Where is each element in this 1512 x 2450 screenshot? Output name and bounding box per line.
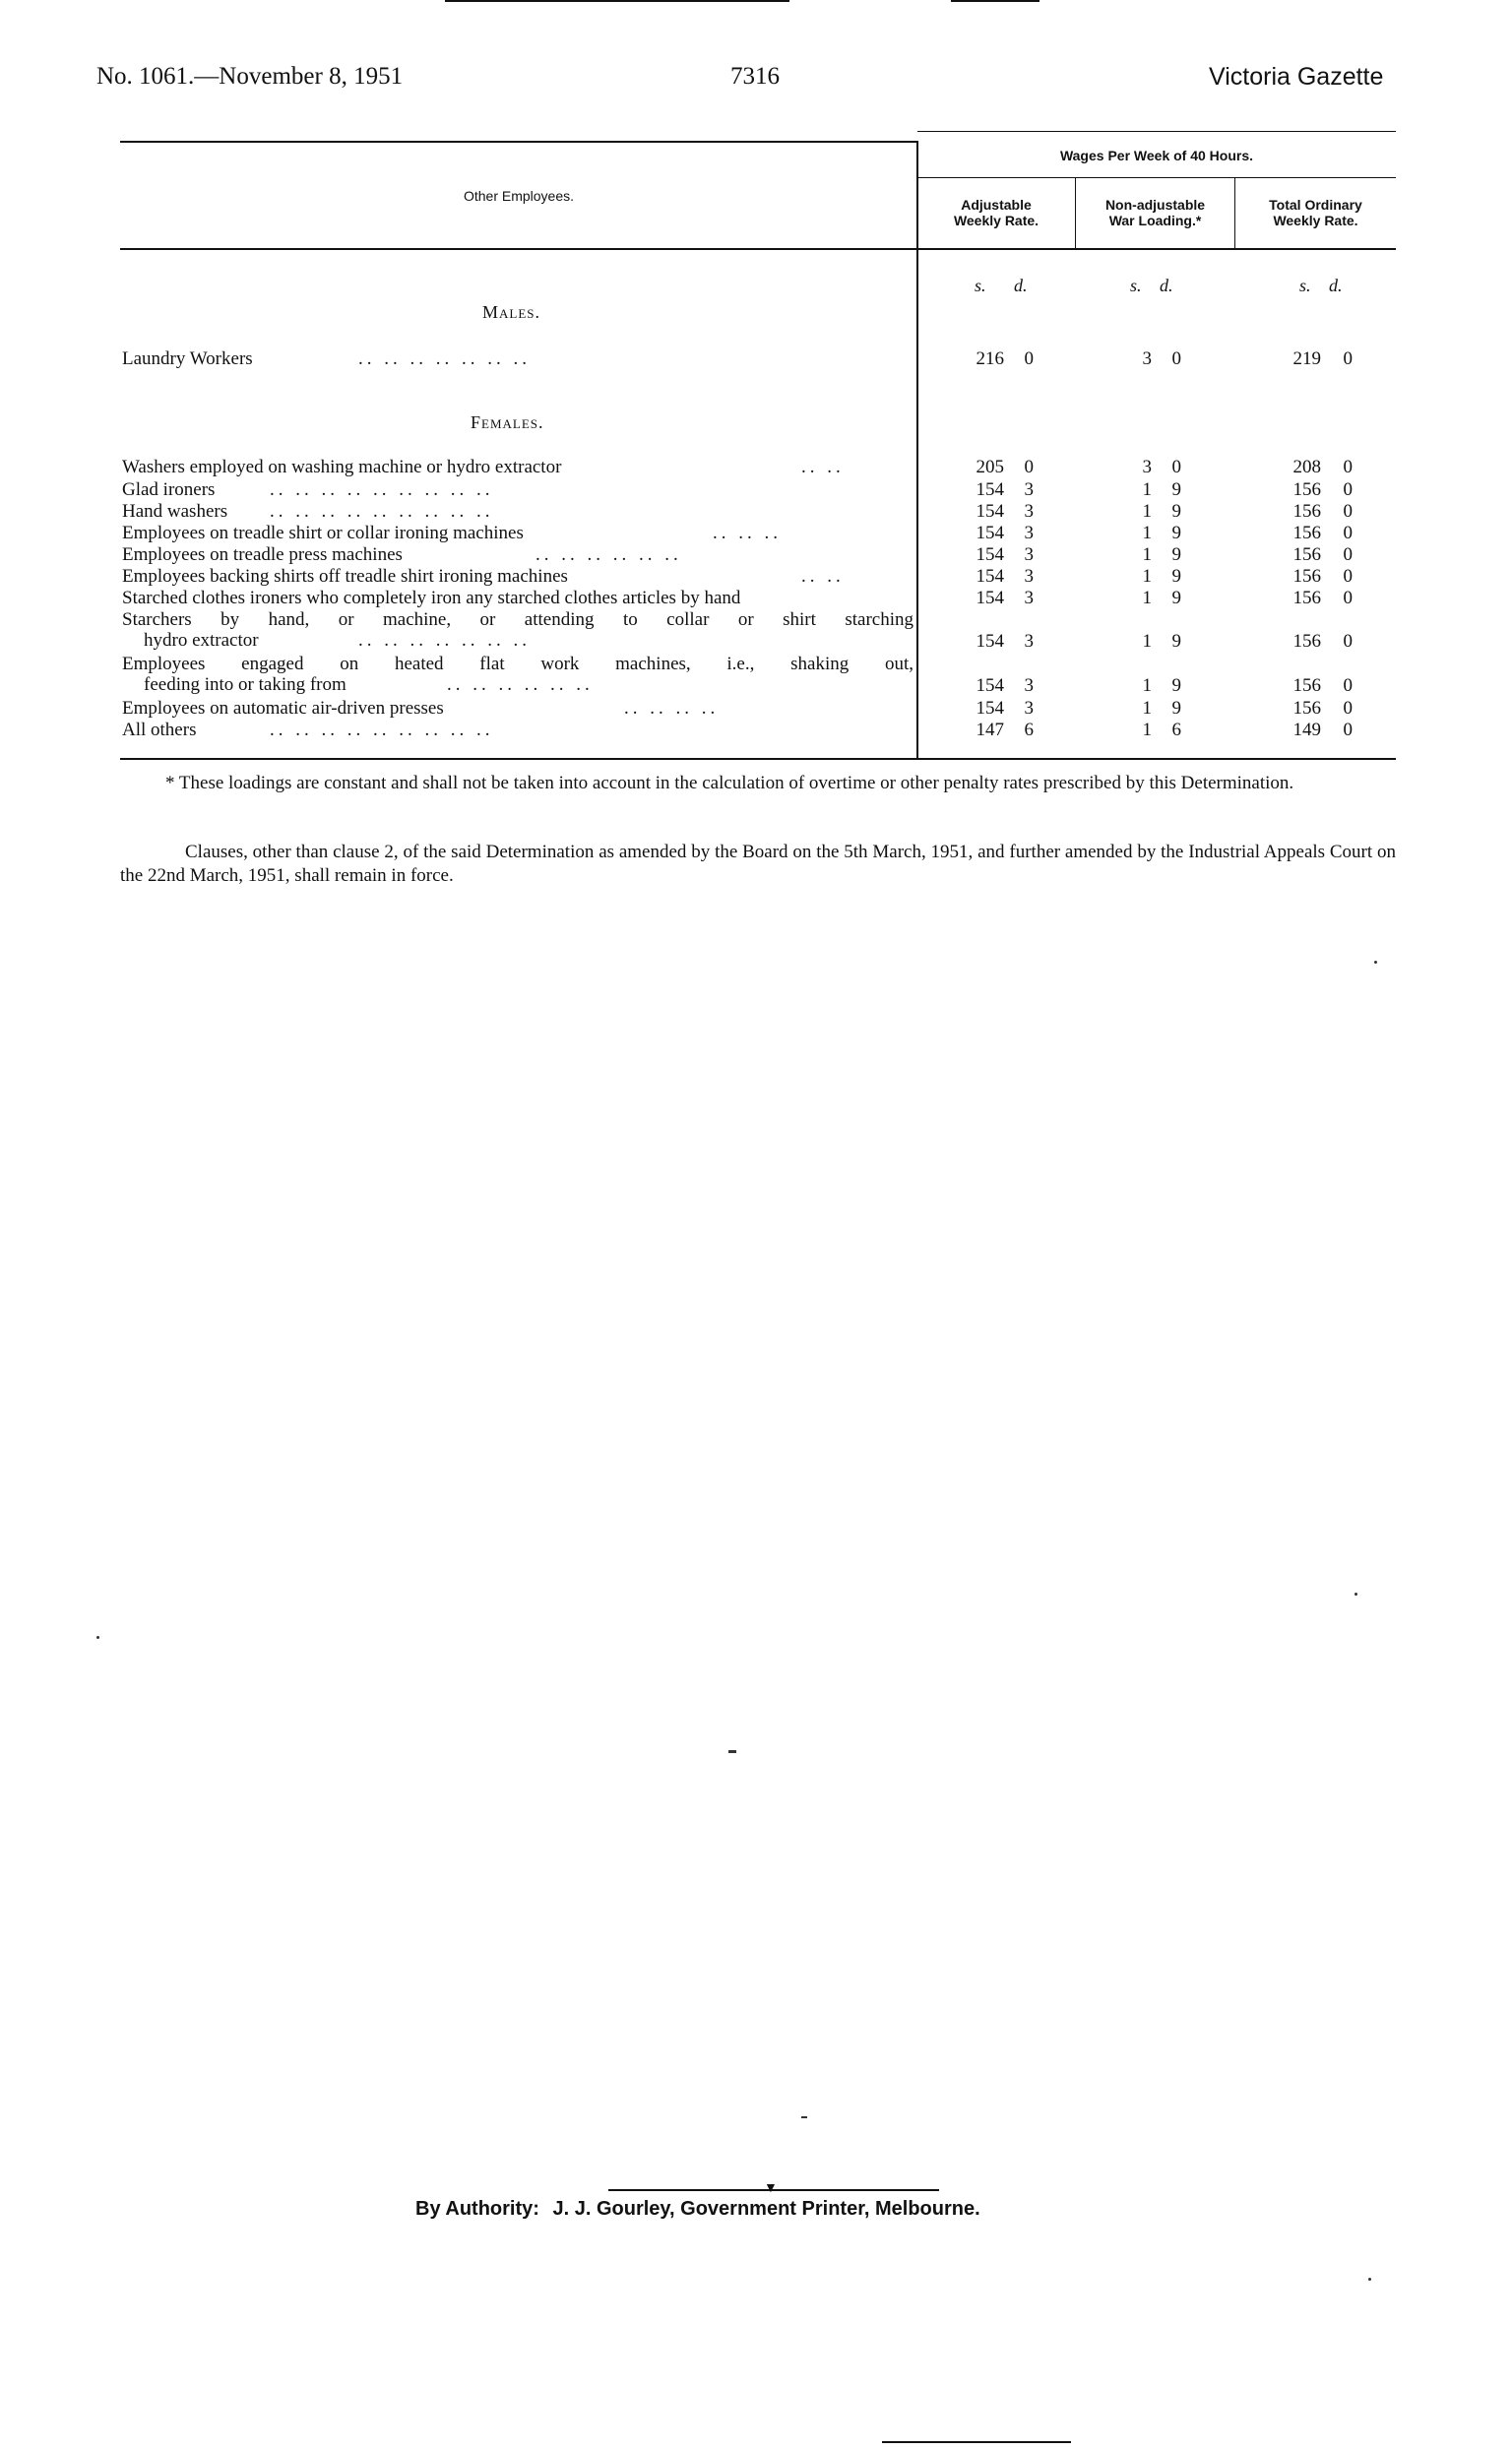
wage-total-d: 0: [1343, 544, 1353, 565]
row-desc: Starchers by hand, or machine, or attending to collar or shirt starching: [122, 609, 914, 630]
wage-adjustable-d: 3: [1024, 501, 1034, 522]
wage-war-loading-s: 1: [1142, 588, 1152, 608]
wage-war-loading-s: 3: [1142, 348, 1152, 369]
wage-war-loading-s: 1: [1142, 631, 1152, 652]
leader-dots: .. .. .. .. .. .. .. .. ..: [270, 479, 494, 500]
wage-war-loading-s: 1: [1142, 698, 1152, 719]
wage-total-s: 219: [1292, 348, 1321, 369]
publication-name: Victoria Gazette: [1209, 63, 1384, 91]
wage-war-loading-d: 9: [1171, 698, 1181, 719]
section-females: Females.: [471, 412, 544, 432]
table-row-glad-ironers: [122, 479, 914, 500]
wage-total-d: 0: [1343, 720, 1353, 740]
wage-total-s: 208: [1292, 457, 1321, 477]
top-rule-left: [445, 0, 789, 2]
col-header-total-line1: Total Ordinary: [1269, 197, 1362, 213]
wage-adjustable-s: 154: [976, 631, 1004, 652]
group-mid-rule: [917, 177, 1396, 178]
wage-war-loading-s: 1: [1142, 720, 1152, 740]
unit-d-war-loading: d.: [1160, 276, 1173, 295]
header-bottom-rule: [120, 248, 1396, 250]
table-row-hand-washers: [122, 501, 914, 522]
footer-authority: [415, 2198, 980, 2221]
unit-s-adjustable: s.: [975, 276, 986, 295]
wage-war-loading-d: 9: [1171, 544, 1181, 565]
table-row-all-others: [122, 720, 914, 740]
wage-adjustable-d: 3: [1024, 675, 1034, 696]
table-row-flat-work: [122, 654, 914, 695]
leader-dots: .. .. .. .. .. .. ..: [358, 630, 531, 651]
wage-adjustable-s: 216: [976, 348, 1004, 369]
row-desc-continued: hydro extractor: [144, 630, 259, 651]
wage-total-d: 0: [1343, 698, 1353, 719]
wage-adjustable-d: 3: [1024, 588, 1034, 608]
row-desc: Employees on treadle press machines: [122, 544, 403, 565]
wage-war-loading-s: 1: [1142, 523, 1152, 543]
wage-adjustable-s: 154: [976, 588, 1004, 608]
leader-dots: .. .. .. .. .. .. .. .. ..: [270, 720, 494, 740]
wage-total-s: 149: [1292, 720, 1321, 740]
group-top-rule: [917, 131, 1396, 132]
wage-war-loading-d: 9: [1171, 523, 1181, 543]
clauses-paragraph: Clauses, other than clause 2, of the said Determination as amended by the Board on the 5th March, 1951, and further amended by the Industrial Appeals Court on the 22nd March, 1951, shall remain in force.: [120, 842, 1396, 886]
wage-total-d: 0: [1343, 588, 1353, 608]
wage-adjustable-d: 6: [1024, 720, 1034, 740]
issue-line: No. 1061.—November 8, 1951: [96, 63, 404, 90]
wages-group-header: Wages Per Week of 40 Hours.: [1059, 148, 1254, 163]
col-header-adjustable: [917, 197, 1075, 228]
row-desc: All others: [122, 720, 197, 740]
wage-total-s: 156: [1292, 566, 1321, 587]
scan-speck: [96, 1636, 99, 1639]
wage-adjustable-d: 0: [1024, 457, 1034, 477]
unit-s-war-loading: s.: [1130, 276, 1142, 295]
wage-adjustable-s: 154: [976, 698, 1004, 719]
row-desc: Employees on treadle shirt or collar ironing machines: [122, 523, 524, 543]
footer-label: By Authority:: [415, 2198, 539, 2220]
row-desc: Washers employed on washing machine or hydro extractor: [122, 457, 562, 477]
row-desc: Glad ironers: [122, 479, 216, 500]
wage-adjustable-d: 3: [1024, 523, 1034, 543]
table-row-laundry-workers: [122, 348, 914, 369]
wage-war-loading-d: 0: [1171, 348, 1181, 369]
leader-dots: .. .. .. ..: [624, 698, 720, 719]
wage-total-s: 156: [1292, 501, 1321, 522]
wage-war-loading-s: 1: [1142, 566, 1152, 587]
wage-total-s: 156: [1292, 698, 1321, 719]
wage-adjustable-s: 154: [976, 501, 1004, 522]
wage-adjustable-d: 3: [1024, 544, 1034, 565]
wage-war-loading-s: 1: [1142, 501, 1152, 522]
other-employees-header: Other Employees.: [463, 188, 575, 204]
col-header-war-loading-line2: War Loading.*: [1108, 213, 1202, 228]
wage-war-loading-s: 1: [1142, 675, 1152, 696]
wage-total-s: 156: [1292, 523, 1321, 543]
row-desc: Employees backing shirts off treadle shirt ironing machines: [122, 566, 568, 587]
section-males: Males.: [482, 302, 541, 322]
footer-rule-ornament: ▼: [764, 2181, 778, 2196]
wage-war-loading-d: 9: [1171, 675, 1181, 696]
scan-speck: [728, 1750, 736, 1753]
wage-total-d: 0: [1343, 457, 1353, 477]
scan-speck: [1374, 961, 1377, 964]
scan-speck: [1368, 2278, 1371, 2281]
wage-war-loading-s: 3: [1142, 457, 1152, 477]
col-header-war-loading-line1: Non-adjustable: [1104, 197, 1206, 213]
col-header-total: [1235, 197, 1396, 228]
row-desc: Hand washers: [122, 501, 228, 522]
scan-speck: [801, 2116, 807, 2118]
leader-dots: .. .. ..: [713, 523, 782, 543]
wage-total-d: 0: [1343, 348, 1353, 369]
leader-dots: .. .. .. .. .. .. .. .. ..: [270, 501, 494, 522]
table-row-treadle-press: [122, 544, 914, 565]
wage-war-loading-s: 1: [1142, 544, 1152, 565]
wage-total-d: 0: [1343, 479, 1353, 500]
wage-adjustable-s: 154: [976, 479, 1004, 500]
wage-total-s: 156: [1292, 631, 1321, 652]
table-row-air-driven: [122, 698, 914, 719]
wage-total-d: 0: [1343, 523, 1353, 543]
footnote: * These loadings are constant and shall not be taken into account in the calculation of overtime or other penalty rates prescribed by this Determination.: [165, 773, 1294, 793]
leader-dots: .. ..: [801, 566, 845, 587]
row-desc-continued: feeding into or taking from: [144, 674, 346, 695]
wage-war-loading-d: 9: [1171, 588, 1181, 608]
table-row-backing-shirts: [122, 566, 914, 587]
scan-speck: [1354, 1593, 1357, 1596]
col-header-war-loading: [1076, 197, 1234, 228]
wage-total-d: 0: [1343, 631, 1353, 652]
wage-war-loading-s: 1: [1142, 479, 1152, 500]
wage-total-s: 156: [1292, 544, 1321, 565]
wage-adjustable-d: 0: [1024, 348, 1034, 369]
col-divider-1: [916, 141, 918, 759]
unit-s-total: s.: [1299, 276, 1311, 295]
row-desc: Laundry Workers: [122, 348, 253, 369]
wage-total-d: 0: [1343, 566, 1353, 587]
top-rule-right: [951, 0, 1040, 2]
wage-adjustable-d: 3: [1024, 566, 1034, 587]
bottom-rule: [882, 2441, 1071, 2443]
wage-total-s: 156: [1292, 479, 1321, 500]
leader-dots: .. .. .. .. .. ..: [447, 674, 594, 695]
unit-d-total: d.: [1329, 276, 1343, 295]
wage-total-d: 0: [1343, 675, 1353, 696]
table-row-starched-clothes: [122, 588, 914, 608]
wage-total-s: 156: [1292, 675, 1321, 696]
table-top-rule: [120, 141, 917, 143]
wage-war-loading-d: 6: [1171, 720, 1181, 740]
wage-war-loading-d: 9: [1171, 479, 1181, 500]
wage-adjustable-s: 154: [976, 566, 1004, 587]
table-bottom-rule: [120, 758, 1396, 760]
col-header-adjustable-line1: Adjustable: [961, 197, 1032, 213]
wage-total-d: 0: [1343, 501, 1353, 522]
leader-dots: .. .. .. .. .. ..: [536, 544, 682, 565]
wage-adjustable-s: 147: [976, 720, 1004, 740]
row-desc: Employees on automatic air-driven presses: [122, 698, 444, 719]
wage-adjustable-s: 154: [976, 523, 1004, 543]
table-row-washers: [122, 457, 914, 477]
unit-d-adjustable: d.: [1014, 276, 1028, 295]
row-desc: Starched clothes ironers who completely iron any starched clothes articles by hand: [122, 588, 741, 608]
wage-war-loading-d: 9: [1171, 631, 1181, 652]
col-header-adjustable-line2: Weekly Rate.: [953, 213, 1040, 228]
wage-adjustable-d: 3: [1024, 631, 1034, 652]
wage-adjustable-s: 154: [976, 544, 1004, 565]
wage-adjustable-d: 3: [1024, 698, 1034, 719]
leader-dots: .. ..: [801, 457, 845, 477]
table-row-starchers: [122, 609, 914, 651]
col-header-total-line2: Weekly Rate.: [1273, 213, 1358, 228]
table-row-treadle-shirt: [122, 523, 914, 543]
wage-adjustable-s: 205: [976, 457, 1004, 477]
leader-dots: .. .. .. .. .. .. ..: [358, 348, 531, 369]
footer-printer: J. J. Gourley, Government Printer, Melbourne.: [552, 2198, 980, 2220]
wage-total-s: 156: [1292, 588, 1321, 608]
page-number: 7316: [730, 63, 780, 90]
wage-adjustable-d: 3: [1024, 479, 1034, 500]
row-desc: Employees engaged on heated flat work machines, i.e., shaking out,: [122, 654, 914, 674]
wage-adjustable-s: 154: [976, 675, 1004, 696]
wage-war-loading-d: 9: [1171, 501, 1181, 522]
wage-war-loading-d: 0: [1171, 457, 1181, 477]
wage-war-loading-d: 9: [1171, 566, 1181, 587]
